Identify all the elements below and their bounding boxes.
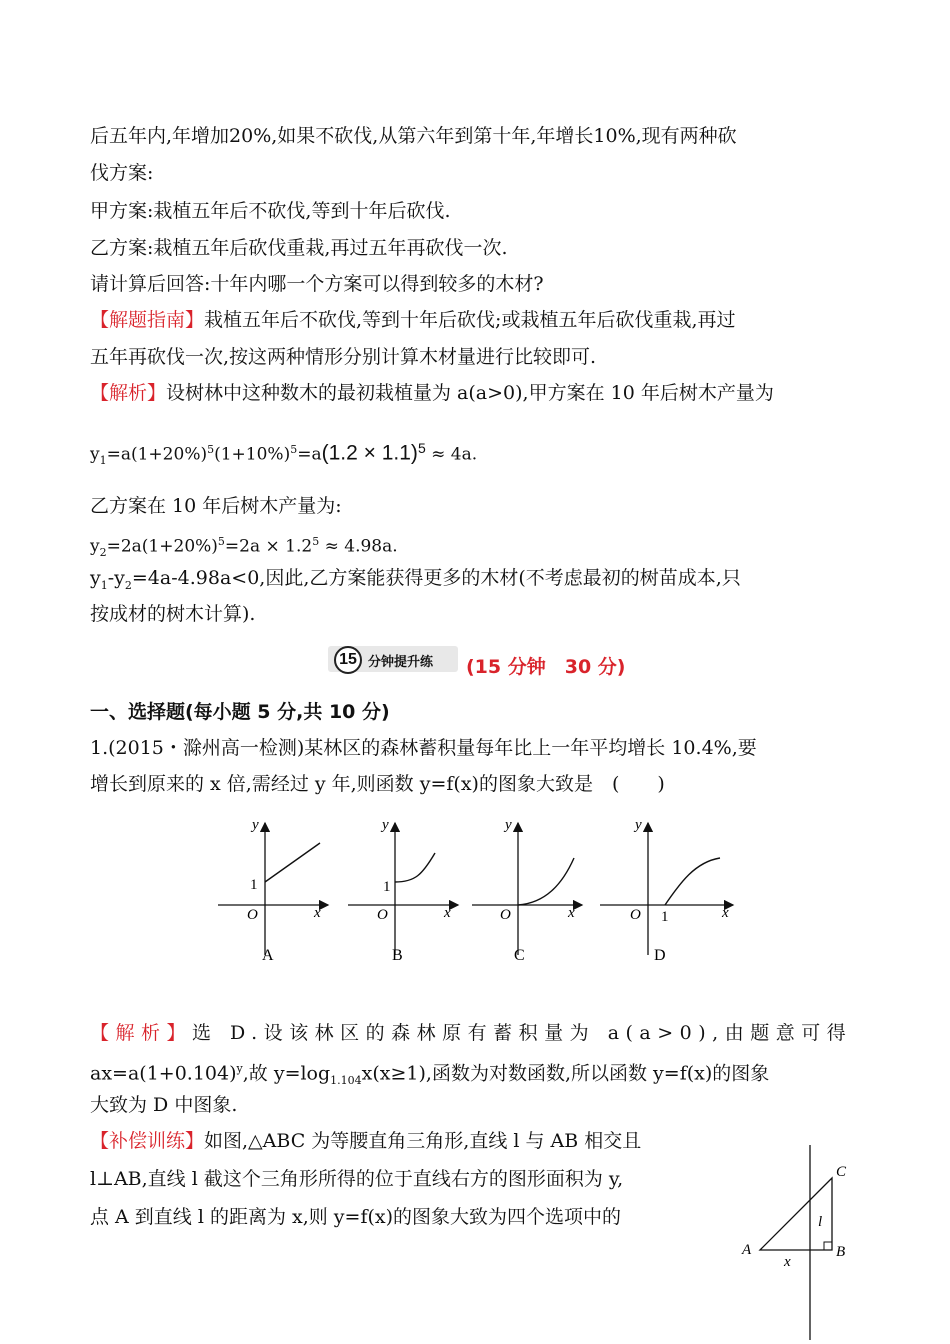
svg-text:y: y xyxy=(382,817,389,833)
graph-d-curve xyxy=(665,858,720,905)
graph-a xyxy=(218,817,328,964)
equation-2: $y_2=2a(1+20\%)^5=2a \times 1.2^5 \approx 4.98a$. xyxy=(90,535,398,560)
solution-text: 设树林中这种数木的最初栽植量为 a(a>0),甲方案在 10 年后树木产量为 xyxy=(166,382,774,404)
svg-text:x: x xyxy=(784,1254,791,1270)
svg-text:y: y xyxy=(635,817,642,833)
solution-label: 【解析】 xyxy=(90,382,167,404)
right-angle-mark xyxy=(824,1242,832,1250)
answer-line-3: 大致为 D 中图象. xyxy=(90,1094,238,1116)
text-line: 甲方案:栽植五年后不砍伐,等到十年后砍伐. xyxy=(90,200,451,222)
graph-b-curve xyxy=(395,853,435,882)
extra-line-1: 【补偿训练】如图,△ABC 为等腰直角三角形,直线 l 与 AB 相交且 xyxy=(90,1130,642,1152)
equation-3: $y_1-y_2=4a-4.98a<0$,因此,乙方案能获得更多的木材(不考虑最初的树苗成本,只 xyxy=(90,567,741,592)
graph-c-label: C xyxy=(514,947,525,964)
answer-line-1: 【解析】选 D.设该林区的森林原有蓄积量为 a(a>0),由题意可得 xyxy=(90,1022,853,1044)
svg-text:O: O xyxy=(377,907,388,923)
triangle-figure xyxy=(730,1140,870,1340)
svg-text:1: 1 xyxy=(250,877,258,893)
badge-text: 分钟提升练 xyxy=(368,655,434,670)
guide-text: 栽植五年后不砍伐,等到十年后砍伐;或栽植五年后砍伐重栽,再过 xyxy=(204,309,736,331)
graph-a-label: A xyxy=(262,947,274,964)
time-score: (15 分钟 30 分) xyxy=(466,656,626,678)
svg-text:C: C xyxy=(836,1164,847,1180)
svg-text:l: l xyxy=(818,1214,823,1230)
text-line: 按成材的树木计算). xyxy=(90,603,256,625)
question-1-line-1: 1.(2015・滁州高一检测)某林区的森林蓄积量每年比上一年平均增长 10.4%,要 xyxy=(90,737,757,759)
section-title: 一、选择题(每小题 5 分,共 10 分) xyxy=(90,701,390,723)
text-line: 五年再砍伐一次,按这两种情形分别计算木材量进行比较即可. xyxy=(90,346,597,368)
section-badge xyxy=(328,646,458,672)
svg-text:y: y xyxy=(252,817,259,833)
svg-text:A: A xyxy=(742,1242,752,1258)
svg-text:1: 1 xyxy=(661,909,669,925)
option-graphs xyxy=(210,815,750,970)
svg-text:B: B xyxy=(836,1244,846,1260)
svg-text:O: O xyxy=(247,907,258,923)
extra-line-2: l⊥AB,直线 l 截这个三角形所得的位于直线右方的图形面积为 y, xyxy=(90,1168,624,1190)
svg-text:y: y xyxy=(505,817,512,833)
graph-d xyxy=(600,817,733,964)
text-line: 请计算后回答:十年内哪一个方案可以得到较多的木材? xyxy=(90,273,544,295)
svg-text:1: 1 xyxy=(383,879,391,895)
question-1-line-2: 增长到原来的 x 倍,需经过 y 年,则函数 y=f(x)的图象大致是 ( ) xyxy=(90,773,665,795)
badge-number: 15 xyxy=(334,646,362,674)
text-line: 伐方案: xyxy=(90,162,154,184)
graph-a-curve xyxy=(265,843,320,882)
svg-text:x: x xyxy=(314,905,321,921)
extra-label: 【补偿训练】 xyxy=(90,1130,205,1152)
svg-text:O: O xyxy=(500,907,511,923)
graph-b-label: B xyxy=(392,947,403,964)
svg-text:O: O xyxy=(630,907,641,923)
text-line: 乙方案在 10 年后树木产量为: xyxy=(90,495,342,517)
svg-text:x: x xyxy=(568,905,575,921)
answer-line-2: $ax=a(1+0.104)^y$,故 $y=\log_{1.104}x(x\ge 1)$,函数为对数函数,所以函数 y=f(x)的图象 xyxy=(90,1062,770,1088)
svg-text:x: x xyxy=(722,905,729,921)
answer-label: 【解析】 xyxy=(90,1022,193,1044)
text-line: 乙方案:栽植五年后砍伐重栽,再过五年再砍伐一次. xyxy=(90,237,508,259)
graph-b xyxy=(348,817,458,964)
graph-c-curve xyxy=(518,858,574,905)
graph-c xyxy=(472,817,582,964)
equation-1: $y_1=a(1+20\%)^5(1+10\%)^5=a(1.2 \times 1.1)^5 \approx 4a$. xyxy=(90,440,478,468)
guide-paragraph xyxy=(90,308,736,332)
text-line: 后五年内,年增加20%,如果不砍伐,从第六年到第十年,年增长10%,现有两种砍 xyxy=(90,125,737,147)
extra-line-3: 点 A 到直线 l 的距离为 x,则 y=f(x)的图象大致为四个选项中的 xyxy=(90,1206,622,1228)
graph-d-label: D xyxy=(654,947,666,964)
svg-text:x: x xyxy=(444,905,451,921)
solution-paragraph xyxy=(90,381,774,405)
guide-label: 【解题指南】 xyxy=(90,309,205,331)
